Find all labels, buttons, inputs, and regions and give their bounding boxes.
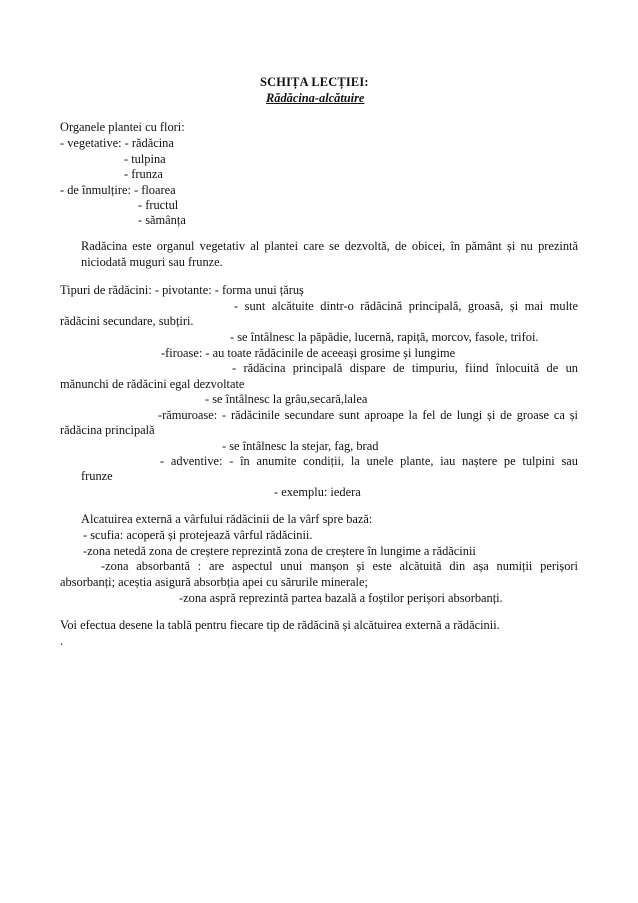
structure-item-2: -zona netedă zona de creștere reprezintă zona de creștere în lungime a rădăcinii [83, 544, 476, 558]
structure-item-4: -zona aspră reprezintă partea bazală a foștilor perișori absorbanți. [179, 591, 503, 605]
lesson-subtitle: Rădăcina-alcătuire [266, 91, 365, 105]
types-branched-3: - se întâlnesc la stejar, fag, brad [222, 439, 379, 453]
structure-item-3b: absorbanți; aceștia asigură absorbția apei cu sărurile minerale; [60, 575, 368, 589]
closing-line-1: Voi efectua desene la tablă pentru fiecare tip de rădăcină și alcătuirea externă a rădăcinii. [60, 618, 500, 632]
closing-line-2: . [60, 634, 64, 648]
types-branched-2: rădăcina principală [60, 423, 155, 437]
types-adventitious-3: - exemplu: iedera [274, 485, 361, 499]
types-adventitious-1: - adventive: - în anumite condiții, la unele plante, iau naștere pe tulpini sau [160, 454, 578, 468]
intro-line-1: Radăcina este organul vegetativ al plantei care se dezvoltă, de obicei, în pământ și nu prezintă [81, 239, 578, 253]
types-fibrous-2: - rădăcina principală dispare de timpuriu, fiind înlocuită de un [232, 361, 578, 375]
types-pivot-1: Tipuri de rădăcini: - pivotante: - forma unui țăruș [60, 283, 304, 297]
organs-reproductive-1: - de înmulțire: - floarea [60, 183, 176, 197]
types-pivot-4: - se întâlnesc la păpădie, lucernă, rapiță, morcov, fasole, trifoi. [230, 330, 539, 344]
types-adventitious-2: frunze [81, 469, 113, 483]
structure-heading: Alcatuirea externă a vârfului rădăcinii de la vârf spre bază: [81, 512, 373, 526]
organs-vegetative-3: - frunza [124, 167, 163, 181]
structure-item-1: - scufia: acoperă și protejează vârful rădăcinii. [83, 528, 313, 542]
types-fibrous-1: -firoase: - au toate rădăcinile de aceeași grosime și lungime [161, 346, 456, 360]
organs-reproductive-3: - sămânța [138, 213, 186, 227]
types-branched-1: -rămuroase: - rădăcinile secundare sunt aproape la fel de lungi și de groase ca și [158, 408, 578, 422]
organs-reproductive-2: - fructul [138, 198, 179, 212]
types-pivot-2: - sunt alcătuite dintr-o rădăcină principală, groasă, și mai multe [234, 299, 578, 313]
organs-vegetative-1: - vegetative: - rădăcina [60, 136, 174, 150]
types-pivot-3: rădăcini secundare, subțiri. [60, 314, 194, 328]
lesson-title: SCHIȚA LECȚIEI: [260, 75, 369, 89]
organs-vegetative-2: - tulpina [124, 152, 166, 166]
organs-heading: Organele plantei cu flori: [60, 120, 185, 134]
structure-item-3a: -zona absorbantă : are aspectul unui manșon și este alcătuită din așa numiții perișori [101, 559, 578, 573]
intro-line-2: niciodată muguri sau frunze. [81, 255, 223, 269]
types-fibrous-4: - se întâlnesc la grâu,secară,lalea [205, 392, 368, 406]
types-fibrous-3: mănunchi de rădăcini egal dezvoltate [60, 377, 245, 391]
